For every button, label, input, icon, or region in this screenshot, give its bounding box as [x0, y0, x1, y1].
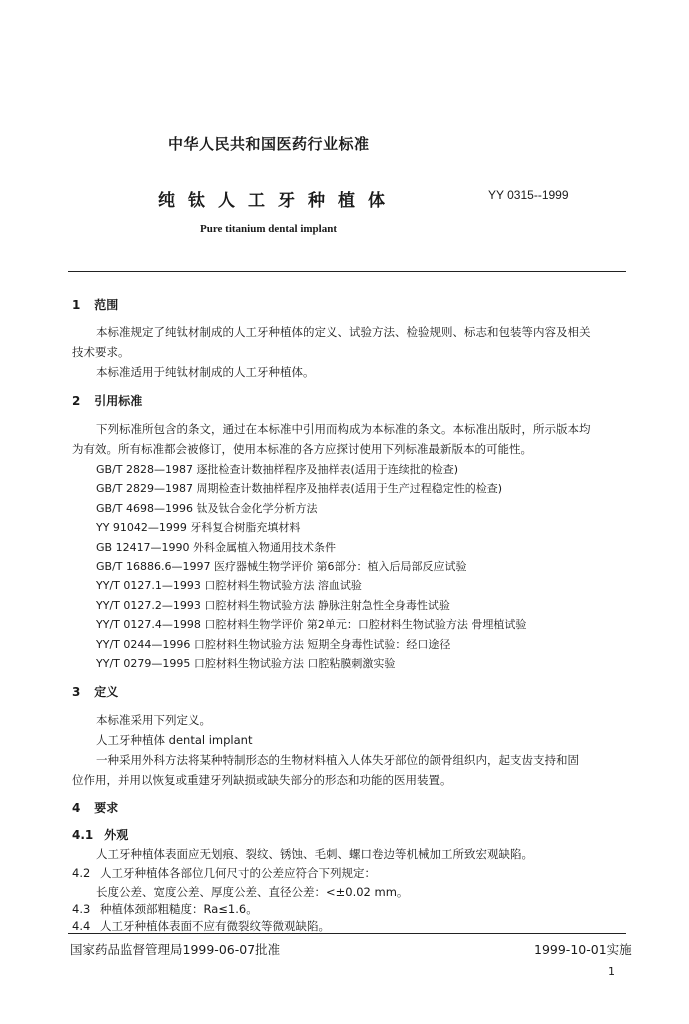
issuing-organization: 中华人民共和国医药行业标准: [168, 135, 370, 153]
reference-item: GB/T 16886.6—1997 医疗器械生物学评价 第6部分：植入后局部反应试验: [96, 560, 467, 573]
reference-item: YY/T 0279—1995 口腔材料生物试验方法 口腔粘膜刺激实验: [96, 657, 396, 670]
subsection-4-4: 4.4 人工牙种植体表面不应有微裂纹等微观缺陷。: [72, 919, 330, 933]
paragraph-line: 一种采用外科方法将某种特制形态的生物材料植入人体失牙部位的颌骨组织内，起支齿支持和固: [96, 753, 579, 767]
paragraph-line: 技术要求。: [72, 345, 130, 359]
reference-item: GB/T 2829—1987 周期检查计数抽样程序及抽样表(适用于生产过程稳定性的检查): [96, 482, 503, 495]
page-number: 1: [608, 965, 615, 978]
document-title: 纯钛人工牙种植体: [158, 191, 398, 211]
reference-item: YY 91042—1999 牙科复合树脂充填材料: [96, 521, 301, 534]
paragraph-line: 人工牙种植体表面应无划痕、裂纹、锈蚀、毛刺、螺口卷边等机械加工所致宏观缺陷。: [96, 847, 533, 861]
reference-item: GB 12417—1990 外科金属植入物通用技术条件: [96, 541, 337, 554]
section-4-heading: 4 要求: [72, 801, 119, 815]
section-1-heading: 1 范围: [72, 298, 119, 312]
paragraph-line: 位作用，并用以恢复或重建牙列缺损或缺失部分的形态和功能的医用装置。: [72, 773, 452, 787]
paragraph-line: 本标准适用于纯钛材制成的人工牙种植体。: [96, 365, 315, 379]
reference-item: GB/T 4698—1996 钛及钛合金化学分析方法: [96, 502, 318, 515]
english-title: Pure titanium dental implant: [200, 223, 338, 235]
reference-item: YY/T 0127.1—1993 口腔材料生物试验方法 溶血试验: [96, 579, 362, 592]
approval-date: 国家药品监督管理局1999-06-07批准: [70, 942, 281, 957]
section-3-heading: 3 定义: [72, 685, 119, 699]
reference-item: GB/T 2828—1987 逐批检查计数抽样程序及抽样表(适用于连续批的检查): [96, 463, 459, 476]
paragraph-line: 本标准规定了纯钛材制成的人工牙种植体的定义、试验方法、检验规则、标志和包装等内容及相关: [96, 325, 591, 339]
subsection-4-3: 4.3 种植体颈部粗糙度：Ra≤1.6。: [72, 902, 258, 916]
subsection-4-2: 4.2 人工牙种植体各部位几何尺寸的公差应符合下列规定：: [72, 866, 376, 880]
section-2-heading: 2 引用标准: [72, 394, 143, 408]
reference-item: YY/T 0127.4—1998 口腔材料生物学评价 第2单元：口腔材料生物试验方法 骨埋植试验: [96, 618, 527, 631]
standard-code: YY 0315--1999: [488, 188, 569, 202]
subsection-4-1-heading: 4.1 外观: [72, 828, 129, 842]
header-divider: [68, 271, 626, 272]
paragraph-line: 为有效。所有标准都会被修订，使用本标准的各方应探讨使用下列标准最新版本的可能性。: [72, 442, 532, 456]
reference-item: YY/T 0127.2—1993 口腔材料生物试验方法 静脉注射急性全身毒性试验: [96, 599, 450, 612]
paragraph-line: 下列标准所包含的条文，通过在本标准中引用而构成为本标准的条文。本标准出版时，所示版本均: [96, 422, 591, 436]
paragraph-line: 长度公差、宽度公差、厚度公差、直径公差：<±0.02 mm。: [96, 885, 409, 899]
effective-date: 1999-10-01实施: [534, 942, 632, 957]
paragraph-line: 本标准采用下列定义。: [96, 713, 211, 727]
reference-item: YY/T 0244—1996 口腔材料生物试验方法 短期全身毒性试验：经口途径: [96, 638, 451, 651]
term-definition: 人工牙种植体 dental implant: [96, 733, 253, 747]
footer-divider: [68, 933, 626, 934]
